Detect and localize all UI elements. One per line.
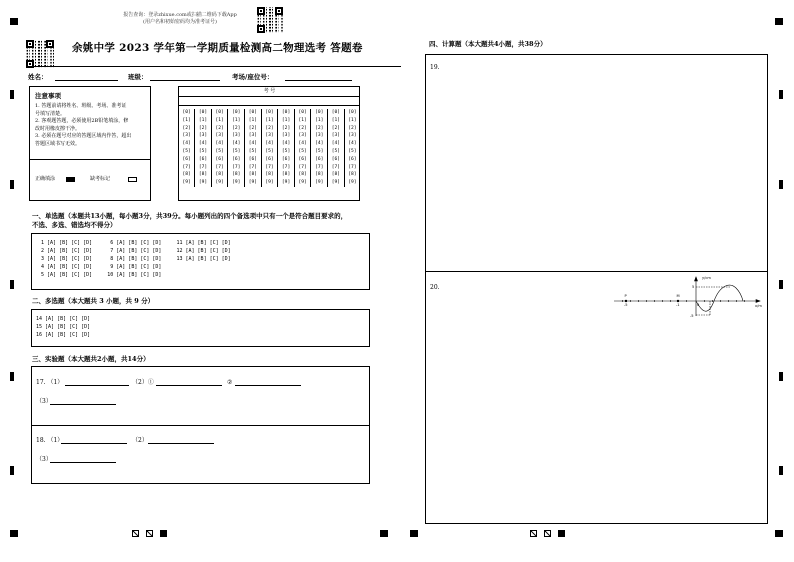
admission-bubble[interactable]: [8]	[348, 172, 357, 178]
y-axis-label: y/cm	[702, 276, 711, 280]
admission-bubble[interactable]: [8]	[261, 171, 278, 179]
admission-entry-row	[179, 96, 360, 106]
admission-bubble[interactable]: [3]	[195, 132, 212, 140]
admission-bubble[interactable]: [0]	[261, 109, 278, 117]
admission-bubble[interactable]: [5]	[348, 148, 357, 154]
admission-bubble[interactable]: [8]	[228, 171, 245, 179]
y-tick-negative: -5	[690, 314, 694, 318]
q18-part1-blank[interactable]	[61, 443, 127, 444]
point-m-label: M	[676, 294, 680, 298]
student-qr-code	[26, 40, 54, 68]
seat-field[interactable]	[285, 80, 352, 81]
admission-bubble[interactable]: [4]	[328, 140, 345, 148]
admission-bubble[interactable]: [9]	[261, 179, 278, 187]
q17-part1-label: 17. （1）	[36, 379, 64, 386]
name-label: 姓名：	[28, 73, 48, 81]
admission-bubble[interactable]: [4]	[261, 140, 278, 148]
admission-bubble[interactable]: [4]	[348, 141, 357, 147]
choice-row[interactable]: 5 [A] [B] [C] [D] 10 [A] [B] [C] [D]	[38, 272, 162, 278]
q17-part2-label: （2）①	[132, 379, 154, 386]
title-rule	[26, 66, 401, 67]
correct-fill-label: 正确填涂	[35, 176, 56, 182]
admission-bubble[interactable]: [2]	[278, 125, 295, 133]
admission-bubble[interactable]: [5]	[245, 148, 262, 156]
page-code-mark	[558, 530, 565, 537]
notice-lines	[35, 103, 147, 148]
admission-bubble[interactable]: [9]	[328, 179, 345, 187]
admission-bubble[interactable]: [7]	[311, 164, 328, 172]
choice-row[interactable]: 1 [A] [B] [C] [D] 6 [A] [B] [C] [D] 11 [A] [B] [C] [D]	[38, 240, 231, 246]
admission-bubble[interactable]: [2]	[348, 125, 357, 131]
admission-bubble[interactable]: [5]	[179, 148, 195, 156]
admission-bubble[interactable]: [1]	[328, 117, 345, 125]
report-query-note	[100, 12, 260, 26]
admission-bubble[interactable]: [6]	[245, 156, 262, 164]
seat-label: 考场/座位号：	[232, 73, 274, 81]
admission-bubble[interactable]: [1]	[311, 117, 328, 125]
admission-bubble[interactable]: [6]	[195, 156, 212, 164]
choice-row[interactable]: 3 [A] [B] [C] [D] 8 [A] [B] [C] [D] 13 [A] [B] [C] [D]	[38, 256, 231, 262]
point-m	[677, 300, 679, 302]
section1-heading-cont: 不选、多选、错选均不得分）	[32, 221, 117, 229]
admission-bubble[interactable]: [1]	[278, 117, 295, 125]
choice-row[interactable]: 15 [A] [B] [C] [D]	[36, 324, 91, 330]
admission-bubble[interactable]: [8]	[294, 171, 311, 179]
section2-answer-box	[31, 309, 370, 347]
page-title: 余姚中学 2023 学年第一学期质量检测高二物理选考 答题卷	[72, 42, 363, 54]
x-tick-origin: 0	[697, 303, 700, 307]
admission-bubble[interactable]: [7]	[211, 164, 228, 172]
admission-bubble[interactable]: [5]	[211, 148, 228, 156]
admission-bubble[interactable]: [0]	[294, 109, 311, 117]
admission-bubble[interactable]: [5]	[195, 148, 212, 156]
wave-curve	[696, 285, 743, 311]
q18-part2-label: （2）	[132, 437, 148, 444]
admission-bubble[interactable]: [6]	[211, 156, 228, 164]
x-tick-mid: -1	[676, 303, 680, 307]
admission-bubble[interactable]: [3]	[179, 132, 195, 140]
admission-bubble[interactable]: [8]	[311, 171, 328, 179]
section2-heading: 二、多选题（本大题共 3 小题，共 9 分）	[32, 297, 155, 305]
side-timing-mark	[10, 180, 14, 189]
notice-line: 改时用橡皮擦干净。	[35, 125, 81, 132]
admission-bubble[interactable]: [9]	[348, 180, 357, 186]
admission-bubble[interactable]: [0]	[348, 110, 357, 115]
choice-row[interactable]: 16 [A] [B] [C] [D]	[36, 332, 91, 338]
page-code-box	[530, 530, 537, 537]
admission-bubble[interactable]: [7]	[195, 164, 212, 172]
admission-bubble[interactable]: [1]	[261, 117, 278, 125]
admission-bubble[interactable]: [3]	[311, 132, 328, 140]
missing-exam-box[interactable]	[128, 177, 137, 182]
notice-line: 1. 答题前请将姓名、班级、考场、准考证	[35, 103, 127, 109]
admission-bubble[interactable]: [5]	[278, 148, 295, 156]
admission-bubble[interactable]: [5]	[261, 148, 278, 156]
q18-part2-blank[interactable]	[148, 443, 214, 444]
admission-bubble[interactable]: [1]	[294, 117, 311, 125]
admission-bubble[interactable]: [1]	[179, 117, 195, 125]
admission-bubble[interactable]: [2]	[328, 125, 345, 133]
page-code-box	[132, 530, 139, 537]
side-timing-mark	[10, 280, 14, 289]
admission-bubble[interactable]: [2]	[245, 125, 262, 133]
admission-bubble[interactable]: [7]	[294, 164, 311, 172]
admission-bubble[interactable]: [0]	[245, 109, 262, 117]
x-axis-label: x/m	[755, 304, 762, 308]
admission-bubble[interactable]: [3]	[228, 132, 245, 140]
point-p-label: P	[624, 294, 627, 298]
report-query-line1: 报告查询：登录zhixue.com或扫描二维码下载App	[123, 12, 237, 18]
q17-part3-blank[interactable]	[50, 404, 116, 405]
admission-bubble[interactable]: [1]	[195, 117, 212, 125]
admission-bubble[interactable]: [9]	[195, 179, 212, 187]
admission-bubble[interactable]: [2]	[311, 125, 328, 133]
admission-bubble[interactable]: [8]	[278, 171, 295, 179]
q17-part1-blank[interactable]	[65, 385, 129, 386]
admission-bubble[interactable]: [1]	[211, 117, 228, 125]
side-timing-mark	[779, 466, 783, 475]
admission-bubble[interactable]: [2]	[261, 125, 278, 133]
admission-bubble[interactable]: [0]	[311, 109, 328, 117]
qr-code	[257, 7, 283, 33]
admission-bubble[interactable]: [6]	[348, 156, 357, 162]
admission-bubble[interactable]: [8]	[211, 171, 228, 179]
admission-bubble[interactable]: [4]	[228, 140, 245, 148]
section3-heading: 三、实验题（本大题共2小题，共14分）	[32, 355, 150, 363]
admission-bubbles	[179, 109, 360, 187]
admission-bubble[interactable]: [6]	[311, 156, 328, 164]
notice-line: 2. 客观题答题，必须使用2B铅笔填涂，修	[35, 118, 129, 124]
notice-divider	[30, 159, 151, 160]
section1-heading: 一、单选题（本题共13小题，每小题3分，共39分。每小题列出的四个备选项中只有一个是符合题目要求的，	[32, 212, 348, 220]
admission-bubble[interactable]: [6]	[328, 156, 345, 164]
q18-part3-blank[interactable]	[50, 462, 116, 463]
missing-exam-label: 缺考标记	[90, 176, 111, 182]
notice-title: 注意事项	[35, 92, 61, 100]
choice-row[interactable]: 14 [A] [B] [C] [D]	[36, 316, 91, 322]
q17-part2a-blank[interactable]	[156, 385, 222, 386]
admission-bubble[interactable]: [7]	[228, 164, 245, 172]
admission-bubble[interactable]: [1]	[228, 117, 245, 125]
admission-bubble[interactable]: [2]	[228, 125, 245, 133]
section4-heading: 四、计算题（本大题共4小题，共38分）	[429, 40, 547, 48]
admission-bubble[interactable]: [3]	[278, 132, 295, 140]
correct-fill-sample	[66, 177, 75, 182]
admission-bubble[interactable]: [8]	[245, 171, 262, 179]
section1-answer-box	[31, 233, 370, 290]
admission-bubble[interactable]: [0]	[195, 109, 212, 117]
side-timing-mark	[779, 180, 783, 189]
page-code-box	[146, 530, 153, 537]
q18-part3-label: （3）	[36, 456, 52, 463]
admission-bubble[interactable]: [2]	[211, 125, 228, 133]
choice-row[interactable]: 4 [A] [B] [C] [D] 9 [A] [B] [C] [D]	[38, 264, 162, 270]
admission-bubble[interactable]: [4]	[294, 140, 311, 148]
report-query-line2: (用户名和初始密码均为准考证号)	[143, 19, 217, 25]
admission-bubble[interactable]: [0]	[328, 109, 345, 117]
y-axis-arrow	[695, 277, 698, 281]
side-timing-mark	[779, 280, 783, 289]
q18-part1-label: 18. （1）	[36, 437, 64, 444]
alignment-mark	[380, 530, 388, 537]
admission-bubble[interactable]: [9]	[228, 179, 245, 187]
admission-number-grid	[178, 86, 360, 201]
admission-bubble[interactable]: [9]	[179, 179, 195, 187]
admission-bubble[interactable]: [0]	[211, 109, 228, 117]
class-field[interactable]	[150, 80, 220, 81]
admission-bubble[interactable]: [2]	[179, 125, 195, 133]
admission-bubble[interactable]: [7]	[348, 164, 357, 170]
q17-part3-label: （3）	[36, 398, 52, 405]
admission-bubble[interactable]: [4]	[311, 140, 328, 148]
alignment-mark	[775, 530, 783, 537]
admission-bubble[interactable]: [4]	[245, 140, 262, 148]
admission-bubble[interactable]: [6]	[228, 156, 245, 164]
admission-bubble[interactable]: [7]	[278, 164, 295, 172]
section3-divider	[32, 425, 370, 426]
admission-bubble[interactable]: [1]	[348, 117, 357, 123]
admission-bubble[interactable]: [7]	[328, 164, 345, 172]
notice-box	[29, 86, 151, 201]
admission-bubble[interactable]: [0]	[179, 109, 195, 117]
admission-bubble[interactable]: [3]	[211, 132, 228, 140]
alignment-mark	[10, 530, 18, 537]
admission-bubble[interactable]: [9]	[211, 179, 228, 187]
admission-bubble[interactable]: [6]	[294, 156, 311, 164]
admission-bubble[interactable]: [2]	[195, 125, 212, 133]
section3-answer-box	[31, 366, 370, 484]
side-timing-mark	[10, 372, 14, 381]
alignment-mark	[775, 18, 783, 25]
admission-bubble[interactable]: [6]	[278, 156, 295, 164]
admission-bubble[interactable]: [9]	[294, 179, 311, 187]
admission-bubble[interactable]: [8]	[328, 171, 345, 179]
admission-bubble[interactable]: [2]	[294, 125, 311, 133]
admission-bubble[interactable]: [1]	[245, 117, 262, 125]
admission-bubble[interactable]: [8]	[195, 171, 212, 179]
notice-line: 号填写清楚。	[35, 110, 66, 117]
admission-bubble[interactable]: [5]	[328, 148, 345, 156]
admission-bubble[interactable]: [7]	[245, 164, 262, 172]
admission-bubble[interactable]: [3]	[261, 132, 278, 140]
admission-bubble[interactable]: [4]	[278, 140, 295, 148]
side-timing-mark	[10, 466, 14, 475]
notice-line: 答题区域书写无效。	[35, 140, 81, 147]
admission-bubble[interactable]: [9]	[278, 179, 295, 187]
admission-bubble[interactable]: [7]	[261, 164, 278, 172]
page-code-mark	[160, 530, 167, 537]
admission-title: 考 号	[263, 88, 276, 94]
q17-part2b-label: ②	[227, 379, 233, 386]
q19-label: 19.	[430, 64, 440, 71]
admission-bubble[interactable]: [4]	[211, 140, 228, 148]
admission-bubble[interactable]: [3]	[328, 132, 345, 140]
admission-bubble[interactable]: [8]	[179, 171, 195, 179]
notice-line: 3. 必须在题号对应的答题区域内作答，超出	[35, 133, 132, 139]
choice-row[interactable]: 2 [A] [B] [C] [D] 7 [A] [B] [C] [D] 12 [A] [B] [C] [D]	[38, 248, 231, 254]
admission-bubble[interactable]: [6]	[261, 156, 278, 164]
wave-figure	[610, 272, 766, 320]
admission-bubble[interactable]: [3]	[245, 132, 262, 140]
admission-bubble[interactable]: [5]	[228, 148, 245, 156]
alignment-mark	[410, 530, 418, 537]
alignment-mark	[10, 18, 18, 25]
x-axis-arrow	[756, 300, 760, 303]
point-p	[625, 300, 627, 302]
side-timing-mark	[779, 90, 783, 99]
name-field[interactable]	[55, 80, 118, 81]
class-label: 班级：	[128, 73, 148, 81]
admission-bubble[interactable]: [4]	[179, 140, 195, 148]
admission-bubble[interactable]: [9]	[311, 179, 328, 187]
page-code-box	[544, 530, 551, 537]
q20-label: 20.	[430, 284, 440, 291]
admission-bubble[interactable]: [5]	[311, 148, 328, 156]
side-timing-mark	[779, 372, 783, 381]
admission-bubble[interactable]: [0]	[278, 109, 295, 117]
side-timing-mark	[10, 90, 14, 99]
admission-bubble[interactable]: [3]	[348, 133, 357, 139]
admission-bubble[interactable]: [7]	[179, 164, 195, 172]
admission-bubble[interactable]: [5]	[294, 148, 311, 156]
q17-part2b-blank[interactable]	[235, 385, 301, 386]
admission-bubble[interactable]: [4]	[195, 140, 212, 148]
admission-bubble[interactable]: [3]	[294, 132, 311, 140]
x-tick-left: -5	[624, 303, 628, 307]
admission-bubble[interactable]: [9]	[245, 179, 262, 187]
y-tick-positive: 5	[692, 285, 695, 289]
admission-bubble[interactable]: [6]	[179, 156, 195, 164]
admission-bubble[interactable]: [0]	[228, 109, 245, 117]
